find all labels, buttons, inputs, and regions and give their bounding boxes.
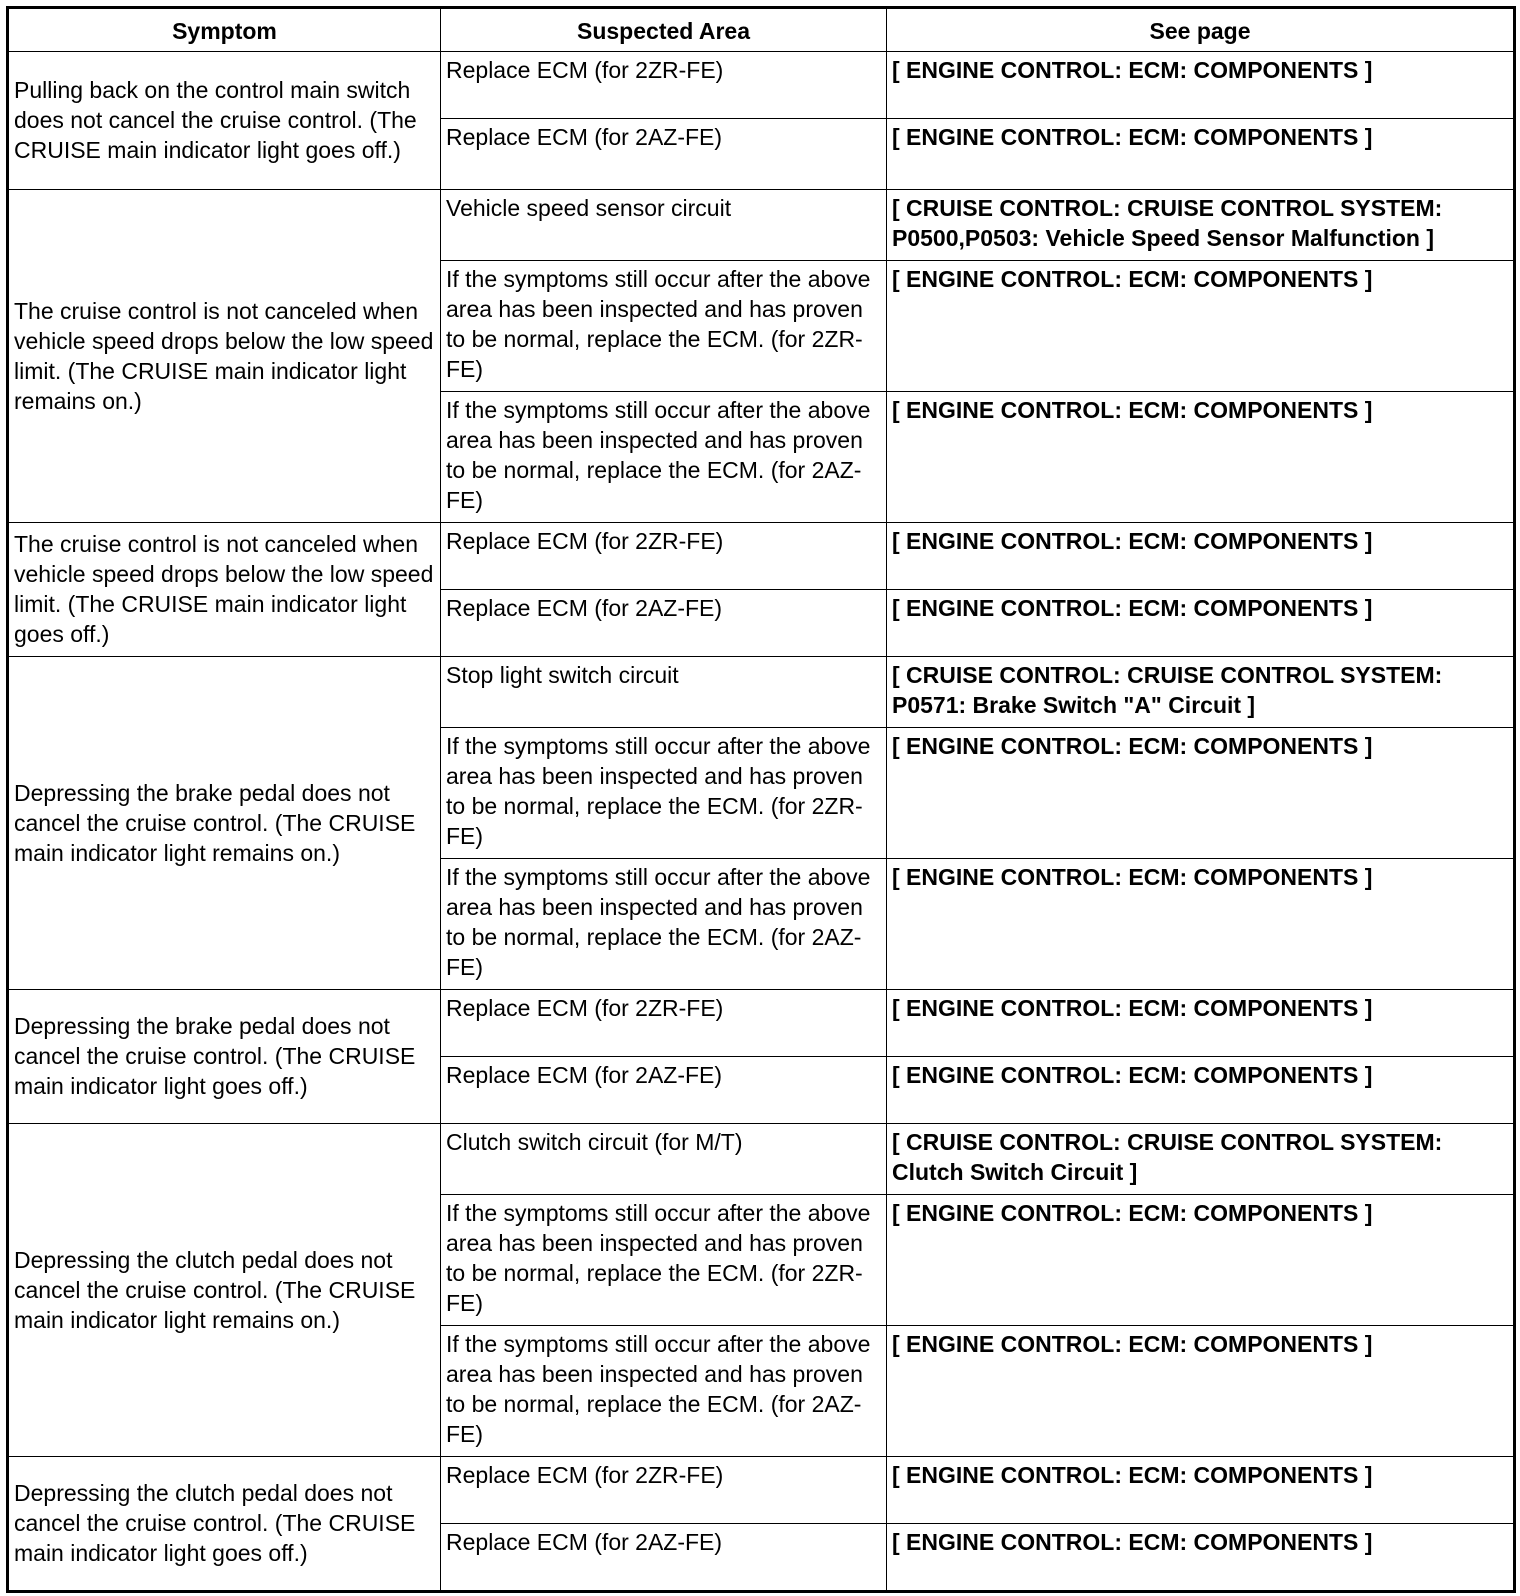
suspected-area-cell: Replace ECM (for 2ZR-FE) [441,52,887,119]
suspected-area-cell: Replace ECM (for 2AZ-FE) [441,590,887,657]
suspected-area-cell: If the symptoms still occur after the above area has been inspected and has proven to be normal, replace the ECM. (for 2ZR-FE) [441,261,887,392]
see-page-link[interactable]: [ ENGINE CONTROL: ECM: COMPONENTS ] [887,52,1515,119]
see-page-link[interactable]: [ ENGINE CONTROL: ECM: COMPONENTS ] [887,1457,1515,1524]
see-page-link[interactable]: [ ENGINE CONTROL: ECM: COMPONENTS ] [887,1195,1515,1326]
suspected-area-cell: If the symptoms still occur after the above area has been inspected and has proven to be normal, replace the ECM. (for 2AZ-FE) [441,392,887,523]
see-page-link[interactable]: [ ENGINE CONTROL: ECM: COMPONENTS ] [887,728,1515,859]
suspected-area-cell: Vehicle speed sensor circuit [441,190,887,261]
see-page-link[interactable]: [ ENGINE CONTROL: ECM: COMPONENTS ] [887,119,1515,190]
suspected-area-cell: If the symptoms still occur after the above area has been inspected and has proven to be normal, replace the ECM. (for 2AZ-FE) [441,859,887,990]
symptom-cell: The cruise control is not canceled when vehicle speed drops below the low speed limit. (The CRUISE main indicator light remains on.) [8,190,441,523]
symptom-cell: Depressing the clutch pedal does not cancel the cruise control. (The CRUISE main indicator light remains on.) [8,1124,441,1457]
suspected-area-cell: Stop light switch circuit [441,657,887,728]
table-row [8,190,1515,261]
table-row [8,990,1515,1057]
suspected-area-cell: Replace ECM (for 2ZR-FE) [441,523,887,590]
symptom-table [6,6,1516,1593]
header-row [8,8,1515,52]
table-row [8,1457,1515,1524]
suspected-area-cell: Replace ECM (for 2ZR-FE) [441,1457,887,1524]
see-page-link[interactable]: [ ENGINE CONTROL: ECM: COMPONENTS ] [887,1524,1515,1592]
symptom-cell: Pulling back on the control main switch does not cancel the cruise control. (The CRUISE main indicator light goes off.) [8,52,441,190]
table-row [8,52,1515,119]
see-page-link[interactable]: [ ENGINE CONTROL: ECM: COMPONENTS ] [887,859,1515,990]
symptom-cell: The cruise control is not canceled when vehicle speed drops below the low speed limit. (The CRUISE main indicator light goes off.) [8,523,441,657]
see-page-link[interactable]: [ ENGINE CONTROL: ECM: COMPONENTS ] [887,392,1515,523]
suspected-area-cell: Replace ECM (for 2ZR-FE) [441,990,887,1057]
see-page-link[interactable]: [ CRUISE CONTROL: CRUISE CONTROL SYSTEM: P0500,P0503: Vehicle Speed Sensor Malfunction ] [887,190,1515,261]
suspected-area-cell: Replace ECM (for 2AZ-FE) [441,1524,887,1592]
symptom-cell: Depressing the clutch pedal does not cancel the cruise control. (The CRUISE main indicator light goes off.) [8,1457,441,1592]
table-row [8,523,1515,590]
see-page-link[interactable]: [ ENGINE CONTROL: ECM: COMPONENTS ] [887,1326,1515,1457]
suspected-area-cell: If the symptoms still occur after the above area has been inspected and has proven to be normal, replace the ECM. (for 2ZR-FE) [441,728,887,859]
suspected-area-cell: Replace ECM (for 2AZ-FE) [441,119,887,190]
symptom-cell: Depressing the brake pedal does not cancel the cruise control. (The CRUISE main indicator light remains on.) [8,657,441,990]
suspected-area-cell: If the symptoms still occur after the above area has been inspected and has proven to be normal, replace the ECM. (for 2AZ-FE) [441,1326,887,1457]
see-page-link[interactable]: [ ENGINE CONTROL: ECM: COMPONENTS ] [887,261,1515,392]
see-page-link[interactable]: [ CRUISE CONTROL: CRUISE CONTROL SYSTEM: Clutch Switch Circuit ] [887,1124,1515,1195]
suspected-area-cell: If the symptoms still occur after the above area has been inspected and has proven to be normal, replace the ECM. (for 2ZR-FE) [441,1195,887,1326]
see-page-link[interactable]: [ ENGINE CONTROL: ECM: COMPONENTS ] [887,990,1515,1057]
table-row [8,657,1515,728]
header-suspected-area: Suspected Area [441,8,887,52]
see-page-link[interactable]: [ CRUISE CONTROL: CRUISE CONTROL SYSTEM: P0571: Brake Switch "A" Circuit ] [887,657,1515,728]
symptom-cell: Depressing the brake pedal does not cancel the cruise control. (The CRUISE main indicator light goes off.) [8,990,441,1124]
header-see-page: See page [887,8,1515,52]
suspected-area-cell: Clutch switch circuit (for M/T) [441,1124,887,1195]
header-symptom: Symptom [8,8,441,52]
suspected-area-cell: Replace ECM (for 2AZ-FE) [441,1057,887,1124]
table-row [8,1124,1515,1195]
see-page-link[interactable]: [ ENGINE CONTROL: ECM: COMPONENTS ] [887,1057,1515,1124]
see-page-link[interactable]: [ ENGINE CONTROL: ECM: COMPONENTS ] [887,523,1515,590]
see-page-link[interactable]: [ ENGINE CONTROL: ECM: COMPONENTS ] [887,590,1515,657]
